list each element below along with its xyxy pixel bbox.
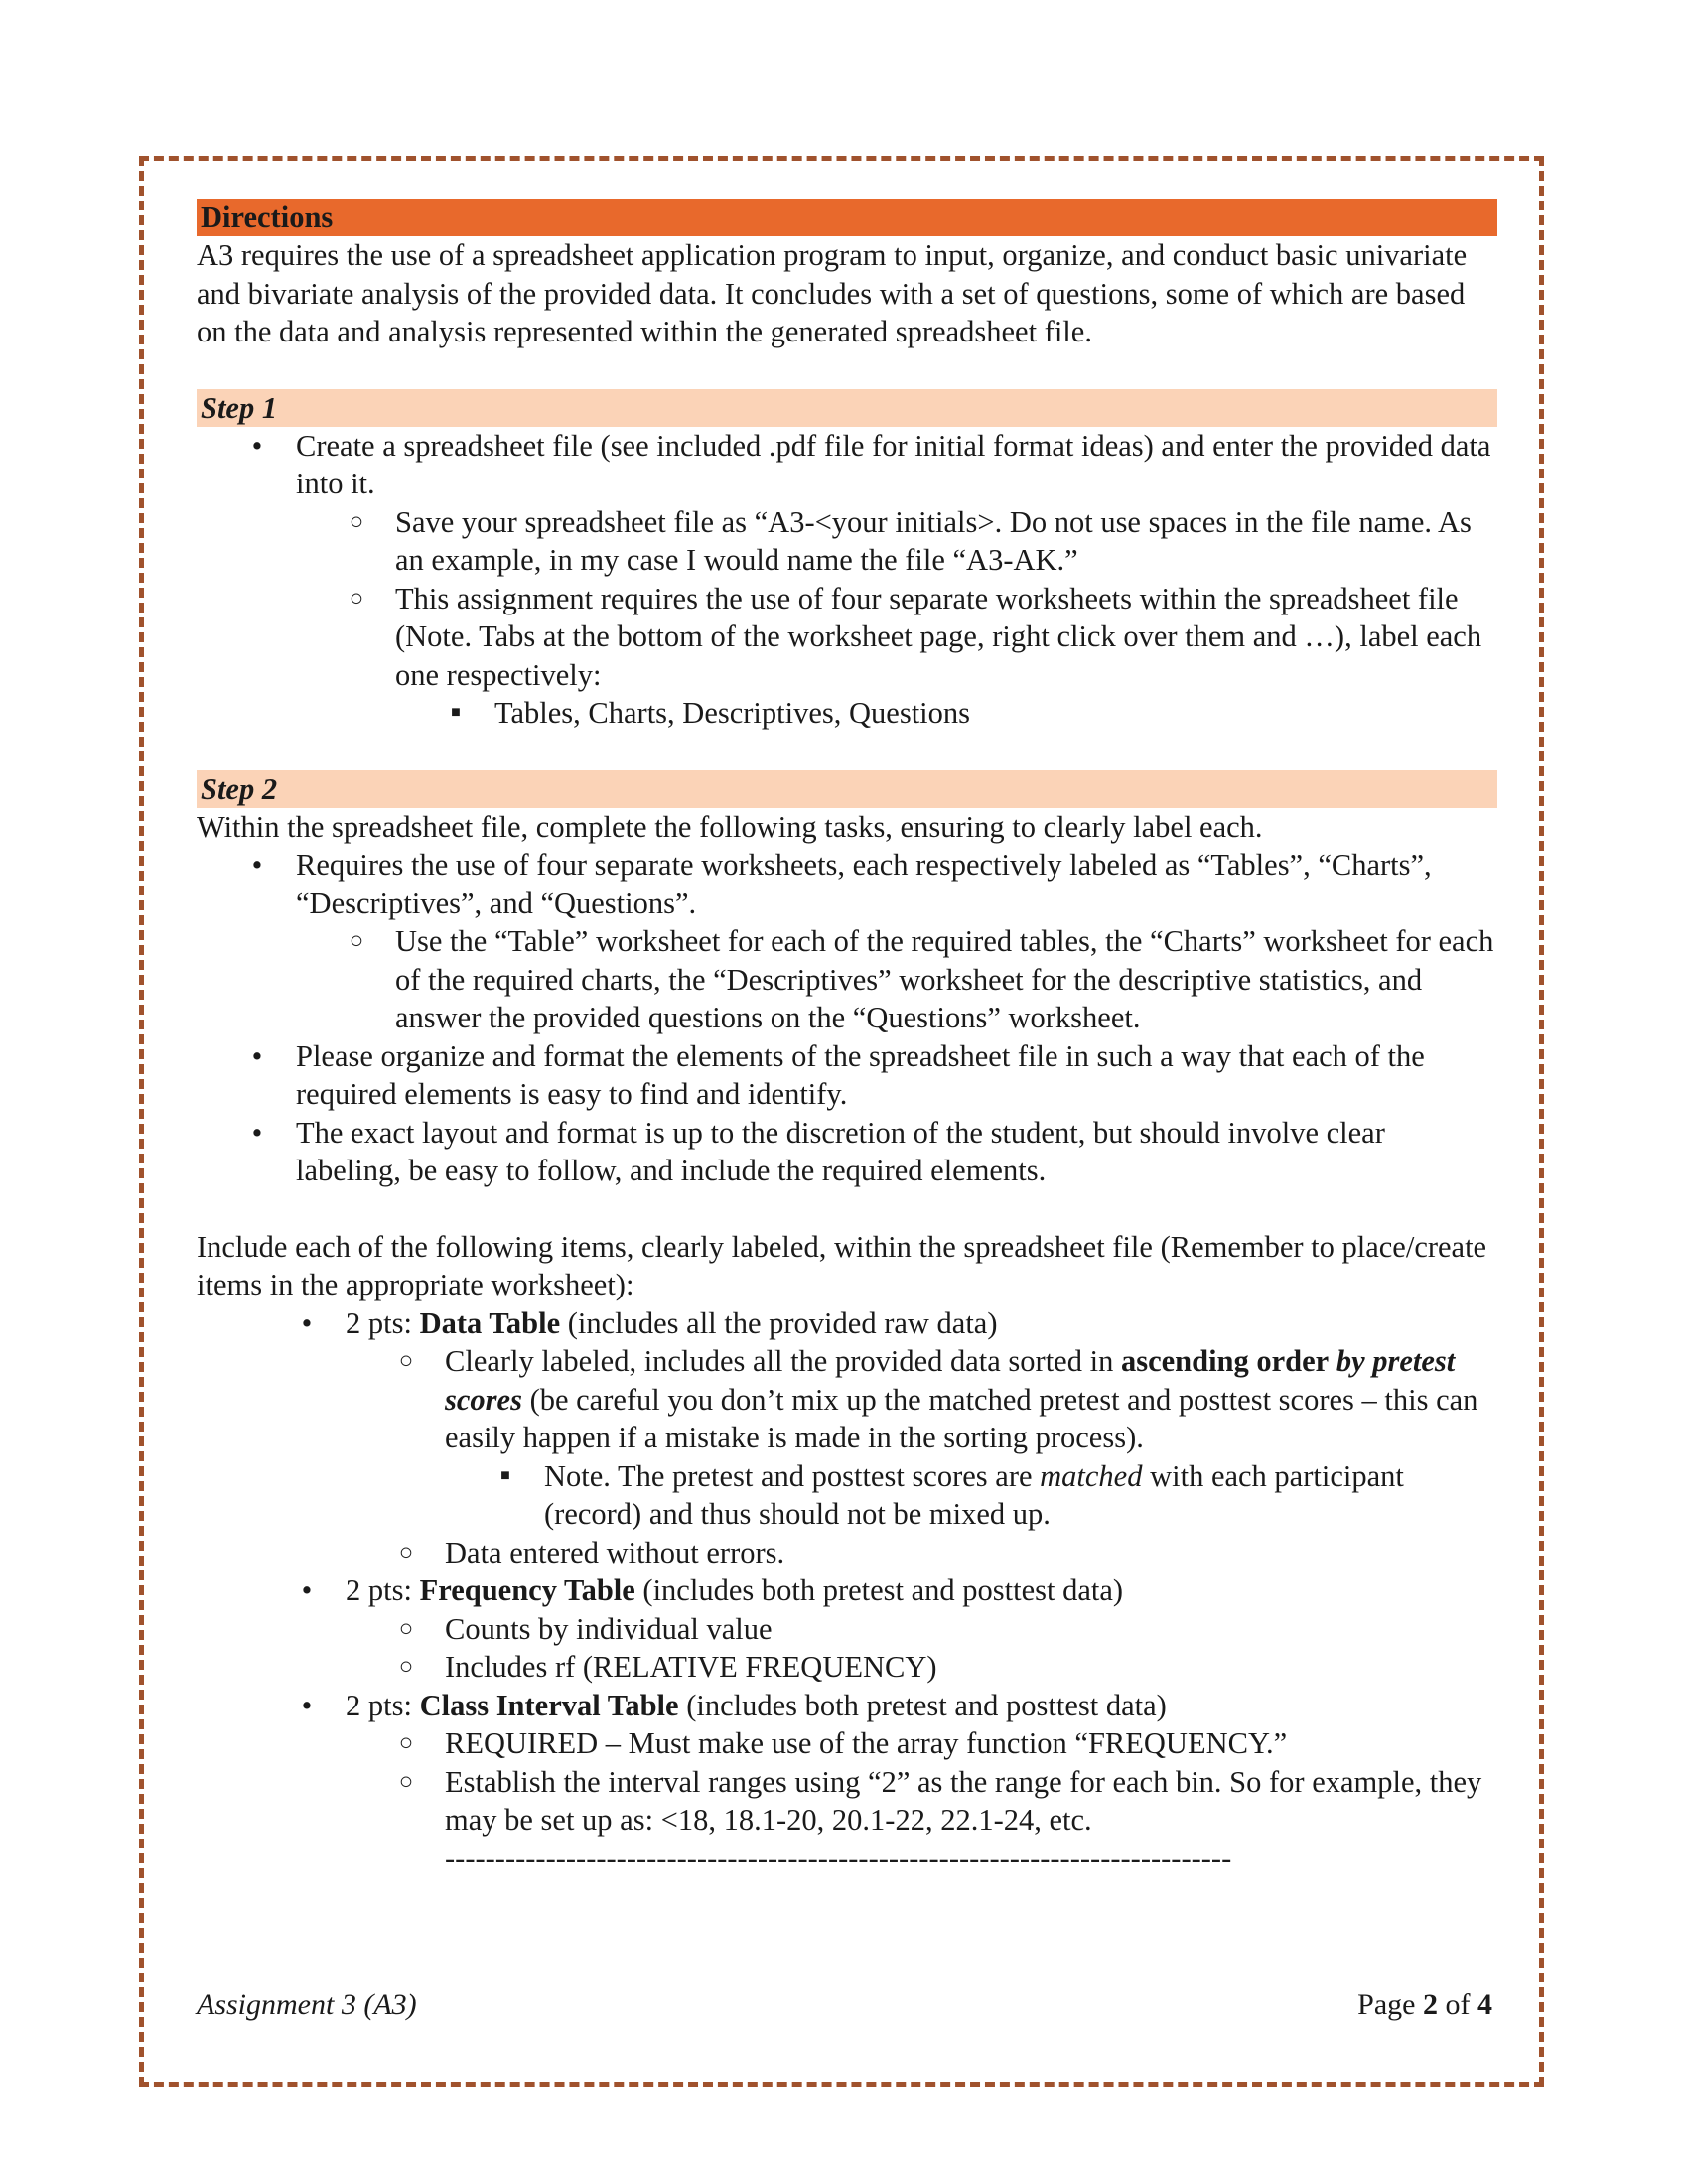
list-item: • Please organize and format the elements of the spreadsheet file in such a way that each of the required elements is easy to find and identify. [197, 1037, 1497, 1114]
bullet-circle-icon: ○ [398, 1615, 414, 1642]
directions-text: A3 requires the use of a spreadsheet application program to input, organize, and conduct basic univariate and bivariate analysis of the provided data. It concludes with a set of questions, some of which are based on the data and analysis represented within the generated spreadsheet file. [197, 238, 1468, 348]
list-item: ■ Note. The pretest and posttest scores are matched with each participant (record) and thus should not be mixed up. [197, 1457, 1497, 1534]
bullet-circle-icon: ○ [349, 928, 364, 954]
list-item: ○ Establish the interval ranges using “2” as the range for each bin. So for example, they may be set up as: <18, 18.1-20, 20.1-22, 22.1-24, etc. [197, 1763, 1497, 1840]
bullet-circle-icon: ○ [398, 1539, 414, 1566]
bullet-dot-icon: • [251, 1115, 263, 1150]
bullet-circle-icon: ○ [398, 1768, 414, 1795]
list-item: ○ Data entered without errors. [197, 1534, 1497, 1572]
bullet-dot-icon: • [251, 428, 263, 463]
bullet-dot-icon: • [251, 848, 263, 882]
list-item: • Requires the use of four separate worksheets, each respectively labeled as “Tables”, “Charts”, “Descriptives”, and “Questions”. [197, 846, 1497, 922]
list-item: • 2 pts: Frequency Table (includes both pretest and posttest data) [197, 1571, 1497, 1610]
list-item: ○ Includes rf (RELATIVE FREQUENCY) [197, 1648, 1497, 1687]
bullet-square-icon: ■ [500, 1466, 510, 1484]
list-item: ○ This assignment requires the use of four separate worksheets within the spreadsheet file (Note. Tabs at the bottom of the worksheet page, right click over them and …), label each one respectively: [197, 580, 1497, 695]
bullet-dot-icon: • [251, 1038, 263, 1073]
list-item: • 2 pts: Data Table (includes all the provided raw data) [197, 1304, 1497, 1343]
bullet-circle-icon: ○ [398, 1348, 414, 1374]
directions-heading: Directions [197, 199, 1497, 236]
list-item: • 2 pts: Class Interval Table (includes both pretest and posttest data) [197, 1687, 1497, 1725]
separator-dashes: ------------------------------------------------------------------------------ [445, 1841, 1232, 1875]
step2-intro: Within the spreadsheet file, complete the following tasks, ensuring to clearly label each. [197, 809, 1263, 844]
list-item: ○ Clearly labeled, includes all the provided data sorted in ascending order by pretest scores (be careful you don’t mix up the matched pretest and posttest scores – this can easily happen if a mistake is made in the sorting process). [197, 1342, 1497, 1457]
list-item: • Create a spreadsheet file (see included .pdf file for initial format ideas) and enter the provided data into it. [197, 427, 1497, 503]
step1-heading: Step 1 [197, 389, 1497, 427]
bullet-circle-icon: ○ [398, 1730, 414, 1756]
document-body [197, 199, 1497, 1877]
bullet-dot-icon: • [301, 1688, 313, 1722]
list-item: ○ Counts by individual value [197, 1610, 1497, 1649]
list-item: ■ Tables, Charts, Descriptives, Questions [197, 694, 1497, 733]
bullet-dot-icon: • [301, 1305, 313, 1340]
bullet-dot-icon: • [301, 1573, 313, 1607]
list-item: ○ Save your spreadsheet file as “A3-<your initials>. Do not use spaces in the file name. As an example, in my case I would name the file “A3-AK.” [197, 503, 1497, 580]
bullet-circle-icon: ○ [349, 508, 364, 535]
list-item: ○ Use the “Table” worksheet for each of the required tables, the “Charts” worksheet for each of the required charts, the “Descriptives” worksheet for the descriptive statistics, and answer the provided questions on the “Questions” worksheet. [197, 922, 1497, 1037]
bullet-circle-icon: ○ [398, 1654, 414, 1680]
items-intro: Include each of the following items, clearly labeled, within the spreadsheet file (Remember to place/create items in the appropriate worksheet): [197, 1229, 1487, 1301]
bullet-circle-icon: ○ [349, 585, 364, 612]
page-footer [197, 1985, 1492, 2025]
list-item: • The exact layout and format is up to the discretion of the student, but should involve clear labeling, be easy to follow, and include the required elements. [197, 1114, 1497, 1190]
bullet-square-icon: ■ [451, 704, 461, 721]
step2-heading: Step 2 [197, 770, 1497, 808]
footer-assignment-title: Assignment 3 (A3) [197, 1988, 417, 2021]
list-item: ○ REQUIRED – Must make use of the array function “FREQUENCY.” [197, 1724, 1497, 1763]
footer-page-number: Page 2 of 4 [1357, 1988, 1492, 2021]
